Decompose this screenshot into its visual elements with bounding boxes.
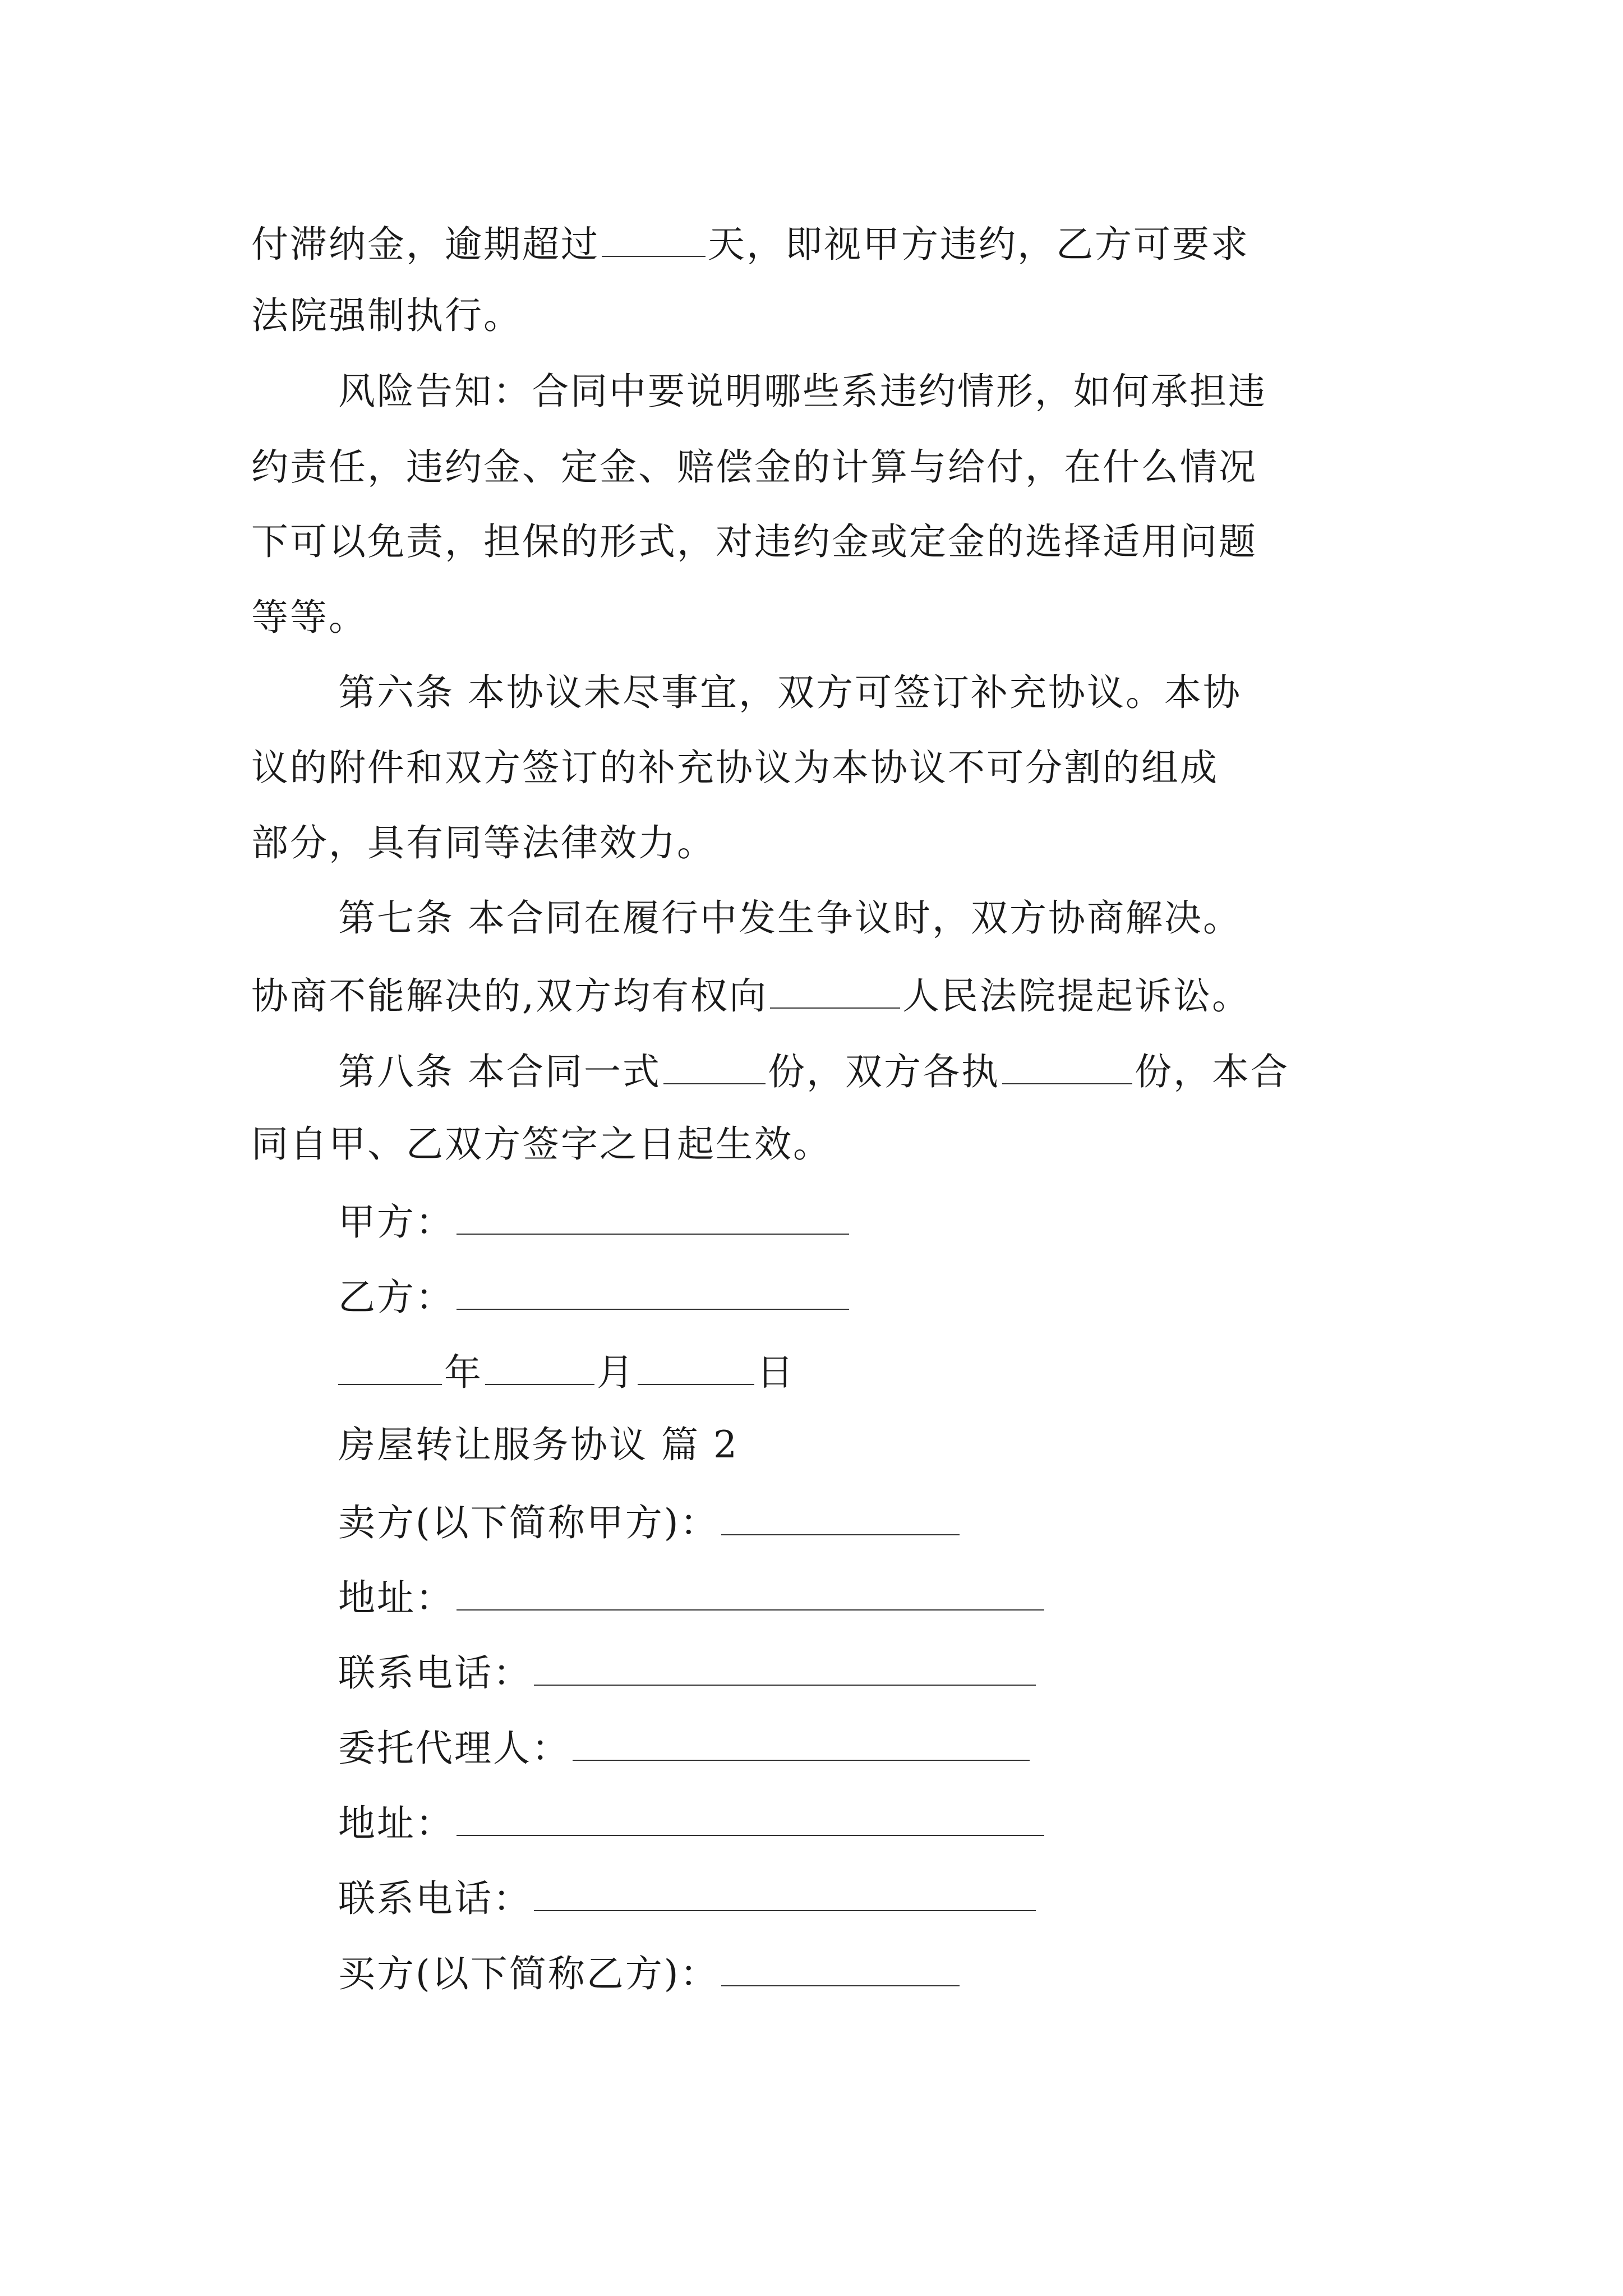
day-field[interactable]: [638, 1351, 754, 1385]
label: 乙方：: [338, 1276, 454, 1319]
article-six: 第六条 本协议未尽事宜，双方可签订补充协议。本协: [338, 671, 1242, 714]
paragraph-risk-notice: 风险告知：合同中要说明哪些系违约情形，如何承担违: [338, 370, 1267, 413]
fill-in-blank-copies[interactable]: [663, 1051, 766, 1084]
label: 地址：: [338, 1576, 454, 1619]
text-segment: 第八条 本合同一式: [338, 1050, 661, 1093]
fill-in-blank-court[interactable]: [770, 975, 900, 1009]
agent-field[interactable]: [573, 1727, 1030, 1761]
section-title: 房屋转让服务协议 篇 2: [338, 1423, 739, 1466]
month-label: 月: [597, 1351, 635, 1394]
fill-in-blank-each-copies[interactable]: [1002, 1051, 1132, 1084]
party-b-signature: [338, 1276, 851, 1319]
year-label: 年: [444, 1351, 483, 1394]
party-b-field[interactable]: [457, 1276, 849, 1310]
day-label: 日: [757, 1351, 795, 1394]
text-line-9: 部分，具有同等法律效力。: [251, 821, 716, 864]
text-line-6: 等等。: [251, 596, 367, 639]
label: 地址：: [338, 1802, 454, 1845]
article-eight: [338, 1051, 1289, 1091]
text-line-2: 法院强制执行。: [251, 294, 522, 337]
seller-field[interactable]: [721, 1502, 960, 1535]
label: 联系电话：: [338, 1877, 532, 1920]
month-field[interactable]: [485, 1351, 594, 1385]
text-line-5: 下可以免责，担保的形式，对违约金或定金的选择适用问题: [251, 520, 1257, 563]
text-segment: 人民法院提起诉讼。: [902, 974, 1251, 1018]
address-field-1[interactable]: [457, 1577, 1044, 1611]
address-line-2: [338, 1802, 1046, 1845]
phone-field-2[interactable]: [534, 1878, 1036, 1911]
phone-field-1[interactable]: [534, 1652, 1036, 1686]
text-line-1: [251, 223, 1249, 266]
label: 委托代理人：: [338, 1727, 570, 1770]
address-field-2[interactable]: [457, 1802, 1044, 1836]
text-line-4: 约责任，违约金、定金、赔偿金的计算与给付，在什么情况: [251, 445, 1257, 489]
text-line-11: [251, 974, 1251, 1018]
phone-line-2: [338, 1877, 1038, 1920]
label: 买方(以下简称乙方)：: [338, 1952, 719, 1995]
party-a-signature: [338, 1200, 851, 1244]
text-segment: 协商不能解决的,双方均有权向: [251, 974, 768, 1018]
agent-line: [338, 1727, 1032, 1770]
text-line-8: 议的附件和双方签订的补充协议为本协议不可分割的组成: [251, 746, 1219, 789]
buyer-field[interactable]: [721, 1953, 960, 1986]
text-segment: 份，双方各执: [767, 1050, 1000, 1093]
label: 联系电话：: [338, 1651, 532, 1695]
address-line-1: [338, 1577, 1046, 1617]
date-line: [338, 1351, 795, 1394]
fill-in-blank-days[interactable]: [602, 223, 706, 257]
article-seven: 第七条 本合同在履行中发生争议时，双方协商解决。: [338, 896, 1242, 940]
text-segment: 付滞纳金，逾期超过: [251, 223, 600, 266]
party-a-field[interactable]: [457, 1201, 849, 1235]
label: 卖方(以下简称甲方)：: [338, 1501, 719, 1544]
label: 甲方：: [338, 1200, 454, 1244]
phone-line-1: [338, 1651, 1038, 1695]
text-segment: 份，本合: [1134, 1050, 1289, 1093]
text-segment: 天，即视甲方违约，乙方可要求: [708, 223, 1249, 266]
seller-line: [338, 1502, 962, 1542]
buyer-line: [338, 1953, 962, 1993]
text-line-13: 同自甲、乙双方签字之日起生效。: [251, 1122, 832, 1166]
year-field[interactable]: [338, 1351, 442, 1385]
